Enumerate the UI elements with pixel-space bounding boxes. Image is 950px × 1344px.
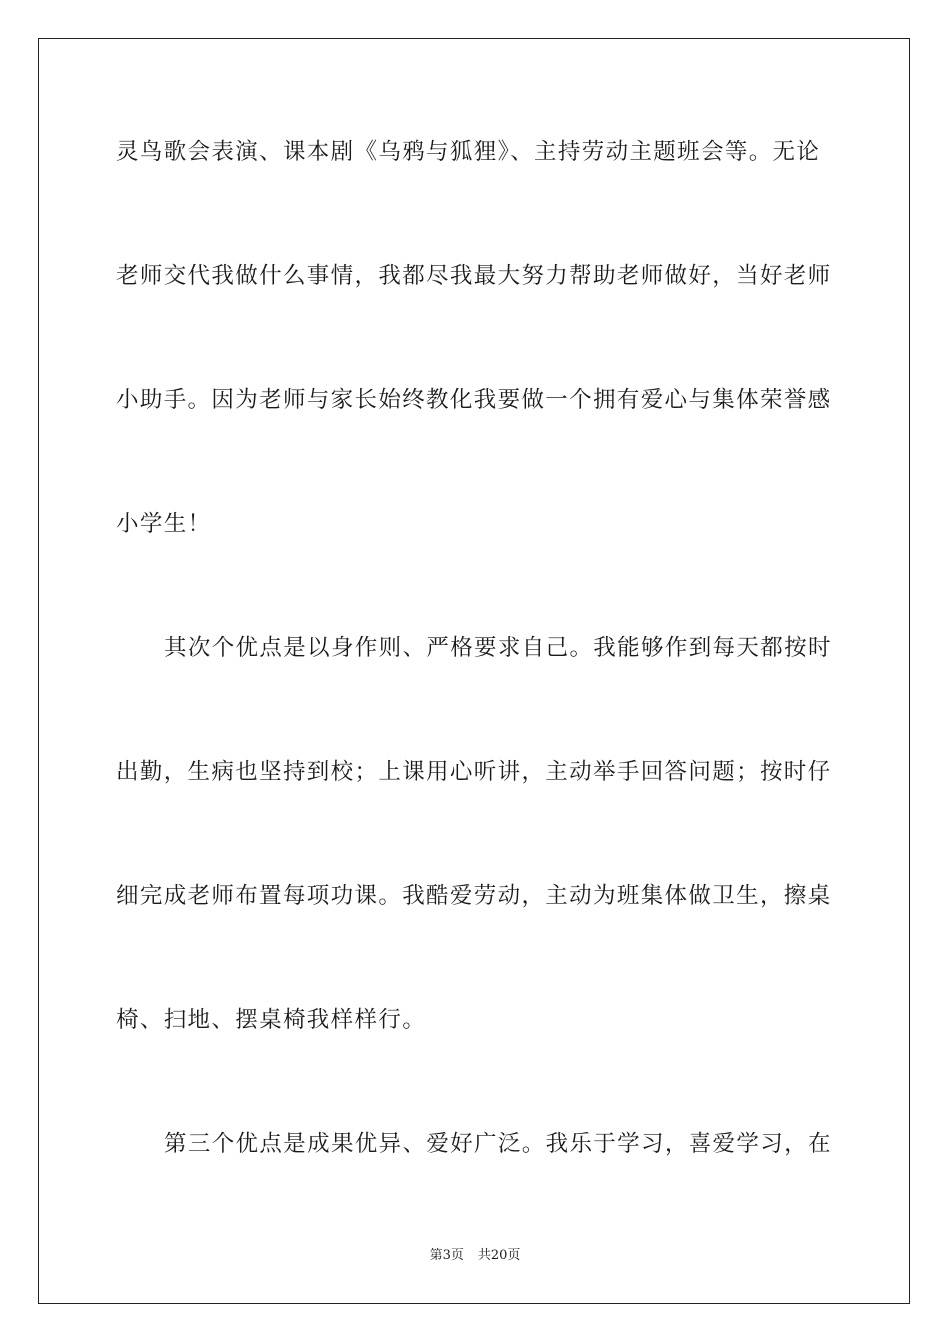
text-line: 椅、扫地、摆桌椅我样样行。 (116, 1007, 427, 1033)
page-total: 共20页 (477, 1248, 521, 1263)
text-line: 出勤，生病也坚持到校；上课用心听讲，主动举手回答问题；按时仔 (116, 759, 832, 785)
text-line: 小助手。因为老师与家长始终教化我要做一个拥有爱心与集体荣誉感 (116, 387, 832, 413)
text-line: 灵鸟歌会表演、课本剧《乌鸦与狐狸》、主持劳动主题班会等。无论 (116, 139, 821, 165)
text-line: 老师交代我做什么事情，我都尽我最大努力帮助老师做好，当好老师 (116, 263, 832, 289)
page-footer (0, 1246, 950, 1266)
text-line: 小学生！ (116, 511, 212, 537)
page-number: 第3页 (429, 1248, 464, 1263)
page-border (38, 38, 910, 1304)
text-line: 其次个优点是以身作则、严格要求自己。我能够作到每天都按时 (164, 635, 832, 661)
text-line: 细完成老师布置每项功课。我酷爱劳动，主动为班集体做卫生，擦桌 (116, 883, 832, 909)
text-line: 第三个优点是成果优异、爱好广泛。我乐于学习，喜爱学习，在 (164, 1131, 832, 1157)
